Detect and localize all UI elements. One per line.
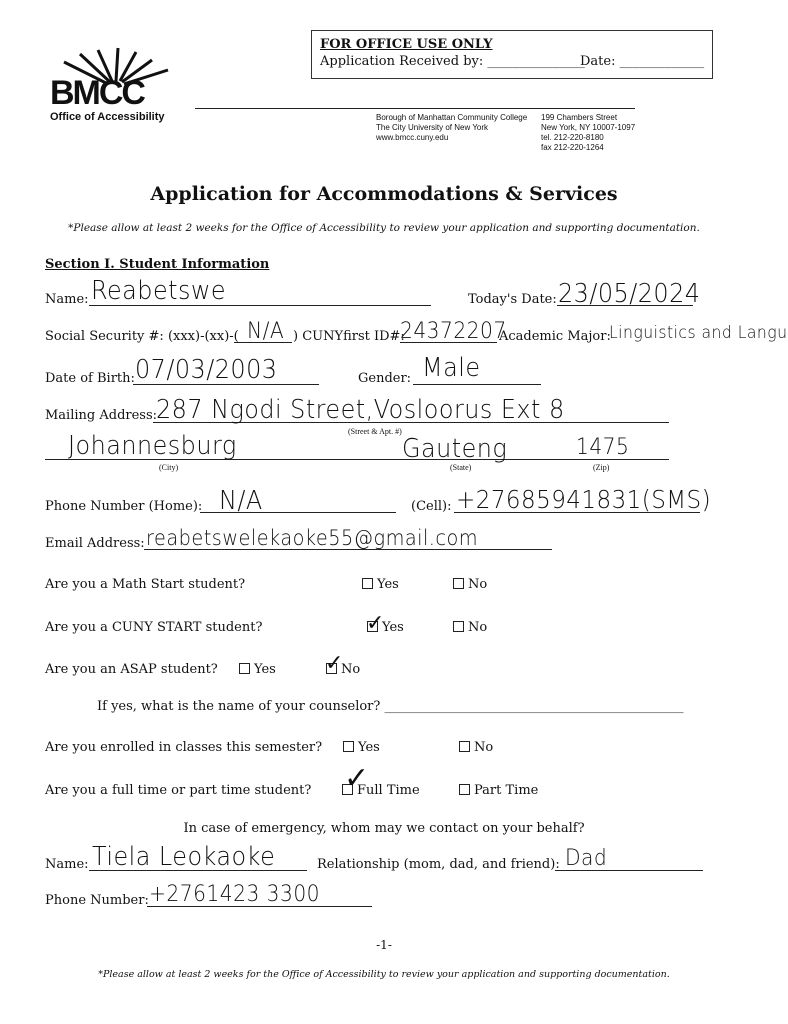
- checkbox-icon[interactable]: [453, 578, 464, 589]
- checkbox-icon[interactable]: [459, 784, 470, 795]
- enrolled-no-option[interactable]: [459, 740, 493, 755]
- header-divider: [195, 108, 635, 109]
- state-field[interactable]: Gauteng: [402, 434, 508, 464]
- address-line: The City University of New York: [376, 123, 489, 132]
- bmcc-wordmark: BMCC: [50, 74, 144, 112]
- asap-question: Are you an ASAP student?: [45, 662, 218, 677]
- math-start-question: Are you a Math Start student?: [45, 577, 246, 592]
- cell-label: (Cell):: [411, 499, 452, 514]
- name-label: Name:: [45, 292, 89, 307]
- email-field[interactable]: reabetswelekaoke55@gmail.com: [146, 526, 479, 550]
- contact-line: New York, NY 10007-1097: [541, 123, 636, 132]
- emergency-phone-label: Phone Number:: [45, 893, 149, 908]
- contact-line: fax 212-220-1264: [541, 143, 604, 152]
- checkmark-icon: ✓: [325, 651, 344, 676]
- contact-line: tel. 212-220-8180: [541, 133, 604, 142]
- mailing-label: Mailing Address:: [45, 408, 158, 423]
- relationship-label: Relationship (mom, dad, and friend):: [317, 857, 560, 872]
- option-label: Full Time: [357, 783, 420, 798]
- page-number: -1-: [376, 938, 392, 952]
- review-notice: *Please allow at least 2 weeks for the Office of Accessibility to review your application and supporting documentation.: [68, 222, 700, 234]
- home-phone-label: Phone Number (Home):: [45, 499, 203, 514]
- address-line: www.bmcc.cuny.edu: [376, 133, 449, 142]
- zip-caption: (Zip): [593, 463, 610, 472]
- ssn-label: Social Security #: (xxx)-(xx)-(: [45, 329, 239, 344]
- major-label: Academic Major:: [499, 329, 611, 344]
- gender-underline: [413, 384, 541, 385]
- office-use-box: [311, 30, 713, 79]
- asap-yes-option[interactable]: [239, 662, 276, 677]
- home-phone-field[interactable]: N/A: [219, 486, 263, 516]
- cunyfirst-id-field[interactable]: 24372207: [400, 319, 507, 344]
- college-address: [376, 113, 527, 143]
- enrolled-yes-option[interactable]: [343, 740, 380, 755]
- contact-line: 199 Chambers Street: [541, 113, 618, 122]
- footer-notice: *Please allow at least 2 weeks for the Office of Accessibility to review your application and supporting documentation.: [98, 969, 670, 980]
- emergency-phone-field[interactable]: +2761423 3300: [149, 882, 321, 907]
- option-label: No: [341, 662, 361, 677]
- cell-phone-field[interactable]: +27685941831(SMS): [456, 485, 712, 514]
- enrolled-question: Are you enrolled in classes this semester?: [45, 740, 323, 755]
- zip-field[interactable]: 1475: [576, 435, 630, 460]
- street-address-field[interactable]: 287 Ngodi Street,Vosloorus Ext 8: [156, 395, 565, 425]
- state-caption: (State): [450, 463, 472, 472]
- checkbox-icon[interactable]: [239, 663, 250, 674]
- part-time-option[interactable]: [459, 783, 538, 798]
- option-label: No: [474, 740, 494, 755]
- page-title: Application for Accommodations & Services: [150, 183, 618, 205]
- ssn-field[interactable]: N/A: [247, 319, 285, 344]
- city-caption: (City): [159, 463, 179, 472]
- academic-major-field[interactable]: Linguistics and Langu: [609, 323, 788, 343]
- option-label: No: [468, 620, 488, 635]
- relationship-field[interactable]: Dad: [565, 846, 608, 871]
- dob-field[interactable]: 07/03/2003: [135, 355, 278, 385]
- checkbox-icon[interactable]: [459, 741, 470, 752]
- office-received-by: Application Received by: _______________: [320, 54, 585, 69]
- option-label: Yes: [254, 662, 276, 677]
- office-date: Date: _____________: [580, 54, 705, 69]
- checkmark-icon: ✓: [366, 611, 385, 636]
- option-label: No: [468, 577, 488, 592]
- dob-label: Date of Birth:: [45, 371, 135, 386]
- cunyfirst-label: ) CUNYfirst ID#:: [293, 329, 405, 344]
- city-field[interactable]: Johannesburg: [68, 431, 237, 461]
- cuny-start-no-option[interactable]: [453, 620, 487, 635]
- emergency-name-field[interactable]: Tiela Leokaoke: [92, 842, 276, 872]
- today-date-field[interactable]: 23/05/2024: [558, 279, 701, 309]
- address-line: Borough of Manhattan Community College: [376, 113, 528, 122]
- math-start-yes-option[interactable]: [362, 577, 399, 592]
- math-start-no-option[interactable]: [453, 577, 487, 592]
- counselor-question: If yes, what is the name of your counselor? ______________________________________________: [97, 699, 684, 714]
- checkbox-icon[interactable]: [343, 741, 354, 752]
- emergency-heading: In case of emergency, whom may we contact on your behalf?: [183, 821, 585, 836]
- today-date-label: Today's Date:: [468, 292, 557, 307]
- office-use-title: FOR OFFICE USE ONLY: [320, 37, 493, 52]
- option-label: Yes: [377, 577, 399, 592]
- logo-subtitle: Office of Accessibility: [50, 111, 165, 123]
- option-label: Yes: [358, 740, 380, 755]
- enrollment-status-question: Are you a full time or part time student?: [45, 783, 312, 798]
- checkbox-icon[interactable]: [453, 621, 464, 632]
- street-apt-caption: (Street & Apt. #): [348, 427, 402, 436]
- option-label: Part Time: [474, 783, 539, 798]
- student-name-field[interactable]: Reabetswe: [91, 276, 227, 306]
- college-contact: [541, 113, 635, 153]
- gender-label: Gender:: [358, 371, 412, 386]
- email-label: Email Address:: [45, 536, 145, 551]
- cuny-start-question: Are you a CUNY START student?: [45, 620, 263, 635]
- bmcc-logo: [50, 48, 190, 128]
- emergency-name-label: Name:: [45, 857, 89, 872]
- checkbox-icon[interactable]: [362, 578, 373, 589]
- option-label: Yes: [382, 620, 404, 635]
- section-heading: Section I. Student Information: [45, 257, 270, 272]
- gender-field[interactable]: Male: [422, 353, 481, 383]
- checkmark-icon: ✓: [344, 761, 370, 796]
